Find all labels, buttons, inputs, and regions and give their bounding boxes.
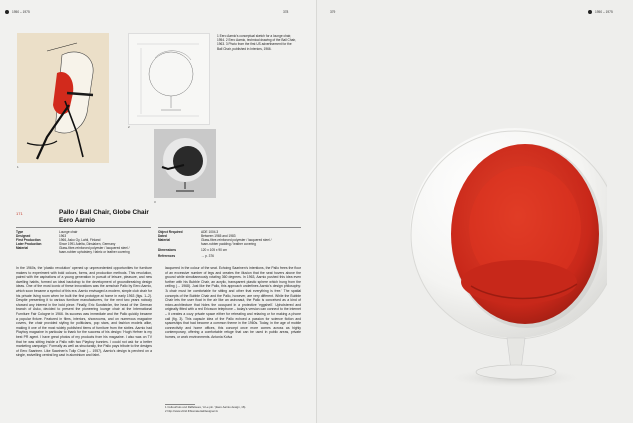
- entry-designer: Eero Aarnio: [59, 217, 95, 224]
- spec-value: 1966, Asko Oy, Lahti, Finland: [59, 238, 101, 242]
- entry-number: 171: [16, 211, 23, 216]
- spec-key: Type: [16, 230, 24, 234]
- spec-key: Object Required: [158, 230, 183, 234]
- figure-2-label: 2: [128, 125, 130, 129]
- spec-value: Between 1965 and 1983: [201, 234, 236, 238]
- spec-key: Later Production: [16, 242, 42, 246]
- body-text: lacquered in the colour of the seat. Echoing Saarinen's intentions, the Pallo frees the floor of an excessive number of legs and creates the illusion that the seat hovers above the ground while simultaneously rotating 360 degrees. In 1963, Aarnio pushed this idea even further with his Bubble Chair, an acrylic, transparent plastic sphere which hung from the ceiling (→ 1968). Just like the Pallo, this approach underlines Aarnio's design philosophy: 'A chair must be comfortable for sitting and other that everything is free.' The spatial concepts of the Bubble Chair and the Pallo, however, are very different. While the Bubble Chair lets the user float in the air like an astronaut, the Pallo is conceived as a kind of micro-architecture that hides the occupant in a protective 'eggshell'. Upholstered and originally fitted with a red Ericsson telephone – today's version can connect to the internet – it creates a cozy private space either for retreating and relaxing or for making a phone call (fig. 3). This capsule idea of the Pallo echoed a passion for science fiction and spaceships that had become a common theme in the 1960s. Today, in the age of mobile connectivity and home offices, this concept once more comes across as highly contemporary, offering a comfortable refuge that can be used in public areas, private homes, or work environments. Antonia Kolva: [165, 266, 301, 339]
- spec-rule-left: [16, 227, 151, 228]
- body-column-2: [165, 266, 301, 402]
- right-page: [317, 0, 633, 423]
- figure-3-label: 3: [154, 200, 156, 204]
- spec-value: Since 1991 Adelta, Dinslaken, Germany: [59, 242, 116, 246]
- figure-1-label: 1: [17, 165, 19, 169]
- footnote: 1 Cultuurhuis und Raffelsees, 'A Le pin.' (Eero Aarnio design, 16).: [165, 405, 247, 409]
- ball-chair-icon: [407, 118, 607, 398]
- left-page: [0, 0, 316, 423]
- spec-key: Dimensions: [158, 248, 177, 252]
- spec-key: Designed: [16, 234, 31, 238]
- spec-table-right: [158, 230, 301, 258]
- spec-value: foam-rubber upholstery / fabric or leather covering: [59, 250, 130, 254]
- spec-value: ADE 1004.3: [201, 230, 219, 234]
- spec-value: Glass-fibre-reinforced polyester / lacquered steel /: [59, 246, 130, 250]
- photo-ball-chair-icon: [154, 129, 216, 198]
- spec-value: 120 x 105 x 90 cm: [201, 248, 228, 252]
- figure-caption: 1 Eero Aarnio's conceptual sketch for a lounge chair, 1954. 2 Eero Aarnio, technical drawing of the Ball Chair, 1963. 3 Photo from the first US advertisement for the Ball Chair, published in Interiors, 1966.: [217, 34, 296, 51]
- header-year-range: 1950 – 1975: [595, 10, 613, 14]
- spec-key: Dated: [158, 234, 167, 238]
- sketch-illustration-icon: [17, 33, 109, 163]
- spec-key: First Production: [16, 238, 41, 242]
- right-page-number: 379: [330, 10, 336, 14]
- spec-key: Material: [158, 238, 171, 242]
- footnote: 2 http://www.vitrid.fi/biomaterial/designer.fo: [165, 409, 219, 413]
- header-year-range: 1950 – 1975: [12, 10, 30, 14]
- figure-photo: [154, 129, 216, 198]
- spec-value: 1963: [59, 234, 67, 238]
- technical-drawing-icon: [129, 34, 209, 124]
- spec-key: Material: [16, 246, 29, 250]
- ball-chair-photo: [407, 118, 607, 398]
- page-marker-icon: [588, 10, 592, 14]
- entry-title: Pallo / Ball Chair, Globe Chair: [59, 209, 149, 216]
- spec-table-left: [16, 230, 151, 256]
- spec-value: foam-rubber padding / leather covering: [201, 242, 256, 246]
- figure-technical-drawing: [128, 33, 210, 125]
- spec-key: References: [158, 254, 176, 258]
- figure-sketch: [17, 33, 109, 163]
- page-marker-icon: [5, 10, 9, 14]
- spec-value: Glass-fibre-reinforced polyester / lacquered steel /: [201, 238, 272, 242]
- spec-value: → p. 376: [201, 254, 214, 258]
- left-page-number: 378: [283, 10, 289, 14]
- spec-rule-right: [158, 227, 301, 228]
- body-text: In the 1960s, the 'plastic revolution' opened up unprecedented opportunities for furniture makers to experiment with bold colours, forms, and production methods. This revolution, paired with the aspirations of a young generation in pursuit of leisure, pleasure, and new dwelling habits, formed an ideal backdrop to the development of groundbreaking design ideas. One of the most iconic of these innovations was the armchair Pallo by Eero Aarnio, which soon became a symbol of this era. Aarnio envisaged a modern, simple club chair for his private living room when he built the first prototype at home in early 1963 (figs. 1–2). Despite presenting it to various furniture manufacturers, for the next two years nobody showed any interest in the bold piece. Finally, Eric Sundström, the head of the German branch of Asko, decided to present the pioneering lounge chair at the International Furniture Fair Cologne in 1966. Its success was immediate and the Pallo quickly became a popular fixture. Featured in films, interiors, showrooms, and on numerous magazine covers, the chair provided styling for politicians, pop stars, and fashion models alike, making it one of the most widely published items of furniture from the sixties. Aarnio had Playboy magazine in particular to thank for the success of his design: 'Hugh Hefner is my best PR agent. I have great photos of my products from his magazine. I also was on TV that he was sitting inside a Pallo with two Playboy bunnies. I could not ask for a better marketing campaign.' Formally as well as structurally, the Pallo pays tribute to the designs of Eero Saarinen. Like Saarinen's Tulip Chair (→ 1957), Aarnio's design is perched on a single, swivelling central leg cast in aluminium and fabri-: [16, 266, 152, 358]
- body-column-1: [16, 266, 152, 420]
- spec-value: Lounge chair: [59, 230, 78, 234]
